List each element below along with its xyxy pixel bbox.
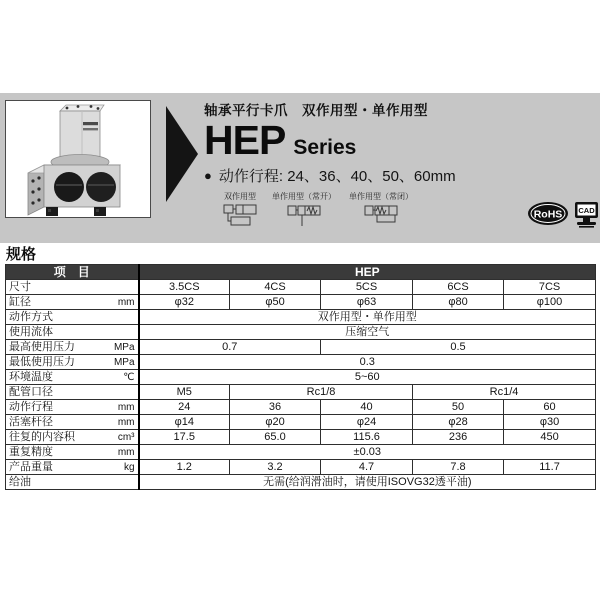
table-row-size (6, 280, 596, 295)
table-row-fluid (6, 325, 596, 340)
cell: 11.7 (504, 460, 596, 475)
table-row-min-pressure (6, 355, 596, 370)
cell: 50 (413, 400, 504, 415)
cell: φ32 (139, 295, 230, 310)
row-unit: kg (104, 460, 139, 475)
table-row-stroke (6, 400, 596, 415)
product-photo (5, 100, 151, 218)
product-subtitle: 轴承平行卡爪 双作用型・单作用型 (204, 103, 428, 118)
certification-logos (527, 201, 599, 230)
row-label: 动作方式 (6, 310, 104, 325)
cell: 7CS (504, 280, 596, 295)
header-band (0, 93, 600, 243)
cell: 4.7 (321, 460, 413, 475)
circuit-symbols (221, 192, 413, 228)
cell: φ24 (321, 415, 413, 430)
series-title (204, 119, 456, 162)
row-label: 环境温度 (6, 370, 104, 385)
single-acting-nc-icon (362, 202, 400, 228)
row-unit (104, 385, 139, 400)
cell: 60 (504, 400, 596, 415)
row-unit: MPa (104, 340, 139, 355)
row-label: 配管口径 (6, 385, 104, 400)
cell: φ14 (139, 415, 230, 430)
cell: 双作用型・单作用型 (139, 310, 596, 325)
spec-table (5, 264, 596, 490)
table-row-bore (6, 295, 596, 310)
symbol-label: 双作用型 (224, 192, 256, 201)
cell: 5CS (321, 280, 413, 295)
table-row-port-size (6, 385, 596, 400)
symbol-double-acting (221, 192, 259, 228)
cell: Rc1/4 (413, 385, 596, 400)
row-unit: mm (104, 415, 139, 430)
table-row-max-pressure (6, 340, 596, 355)
cell: Rc1/8 (230, 385, 413, 400)
cell: 7.8 (413, 460, 504, 475)
double-acting-icon (221, 202, 259, 228)
cell: φ30 (504, 415, 596, 430)
row-label: 动作行程 (6, 400, 104, 415)
row-label: 重复精度 (6, 445, 104, 460)
series-name: HEP (204, 117, 286, 163)
cell: 5~60 (139, 370, 596, 385)
row-label: 使用流体 (6, 325, 104, 340)
row-unit: ℃ (104, 370, 139, 385)
row-unit (104, 310, 139, 325)
cell: 3.2 (230, 460, 321, 475)
table-row-lubrication (6, 475, 596, 490)
cell: 无需(给润滑油时，请使用ISOVG32透平油) (139, 475, 596, 490)
symbol-label: 单作用型（常闭） (349, 192, 413, 201)
single-acting-no-icon (285, 202, 323, 228)
item-header: 项 目 (6, 265, 139, 280)
row-unit: mm (104, 445, 139, 460)
cell: 115.6 (321, 430, 413, 445)
row-label: 产品重量 (6, 460, 104, 475)
group-header: HEP (139, 265, 596, 280)
row-label: 缸径 (6, 295, 104, 310)
row-unit (104, 280, 139, 295)
row-unit: cm³ (104, 430, 139, 445)
cell: φ28 (413, 415, 504, 430)
cell: 1.2 (139, 460, 230, 475)
arrow-icon (166, 106, 198, 207)
product-photo-illustration (6, 101, 150, 217)
section-title: 规格 (6, 246, 37, 263)
cell: ±0.03 (139, 445, 596, 460)
table-row-volume (6, 430, 596, 445)
cell: φ20 (230, 415, 321, 430)
cell: φ63 (321, 295, 413, 310)
cell: 17.5 (139, 430, 230, 445)
cell: 0.3 (139, 355, 596, 370)
cell: 40 (321, 400, 413, 415)
row-label: 活塞杆径 (6, 415, 104, 430)
cell: 236 (413, 430, 504, 445)
cell: φ50 (230, 295, 321, 310)
cell: 0.7 (139, 340, 321, 355)
stroke-text: 动作行程: 24、36、40、50、60mm (218, 168, 456, 186)
rohs-logo (527, 201, 569, 226)
symbol-label: 单作用型（常开） (272, 192, 336, 201)
symbol-single-acting-nc (349, 192, 413, 228)
cell: φ80 (413, 295, 504, 310)
cad-logo (574, 201, 599, 230)
cell: 24 (139, 400, 230, 415)
row-label: 给油 (6, 475, 104, 490)
row-label: 最高使用压力 (6, 340, 104, 355)
row-unit: mm (104, 400, 139, 415)
cell: 36 (230, 400, 321, 415)
symbol-single-acting-no (272, 192, 336, 228)
table-row-rod-diameter (6, 415, 596, 430)
row-unit (104, 325, 139, 340)
cell: 0.5 (321, 340, 596, 355)
header-titles (204, 99, 456, 186)
table-header-row (6, 265, 596, 280)
bullet-icon: ● (204, 168, 212, 184)
row-unit: mm (104, 295, 139, 310)
row-unit: MPa (104, 355, 139, 370)
stroke-line (204, 165, 456, 186)
cell: 450 (504, 430, 596, 445)
cell: 65.0 (230, 430, 321, 445)
table-row-weight (6, 460, 596, 475)
table-row-repeatability (6, 445, 596, 460)
cell: M5 (139, 385, 230, 400)
cell: 6CS (413, 280, 504, 295)
cell: φ100 (504, 295, 596, 310)
table-row-temperature (6, 370, 596, 385)
table-row-action-type (6, 310, 596, 325)
cell: 3.5CS (139, 280, 230, 295)
row-label: 最低使用压力 (6, 355, 104, 370)
svg-text:RoHS: RoHS (533, 208, 563, 221)
cell: 压缩空气 (139, 325, 596, 340)
row-label: 尺寸 (6, 280, 104, 295)
row-label: 往复的内容积 (6, 430, 104, 445)
series-suffix: Series (293, 136, 357, 159)
svg-text:CAD: CAD (578, 206, 595, 215)
spec-table-wrap (5, 264, 595, 490)
cell: 4CS (230, 280, 321, 295)
row-unit (104, 475, 139, 490)
